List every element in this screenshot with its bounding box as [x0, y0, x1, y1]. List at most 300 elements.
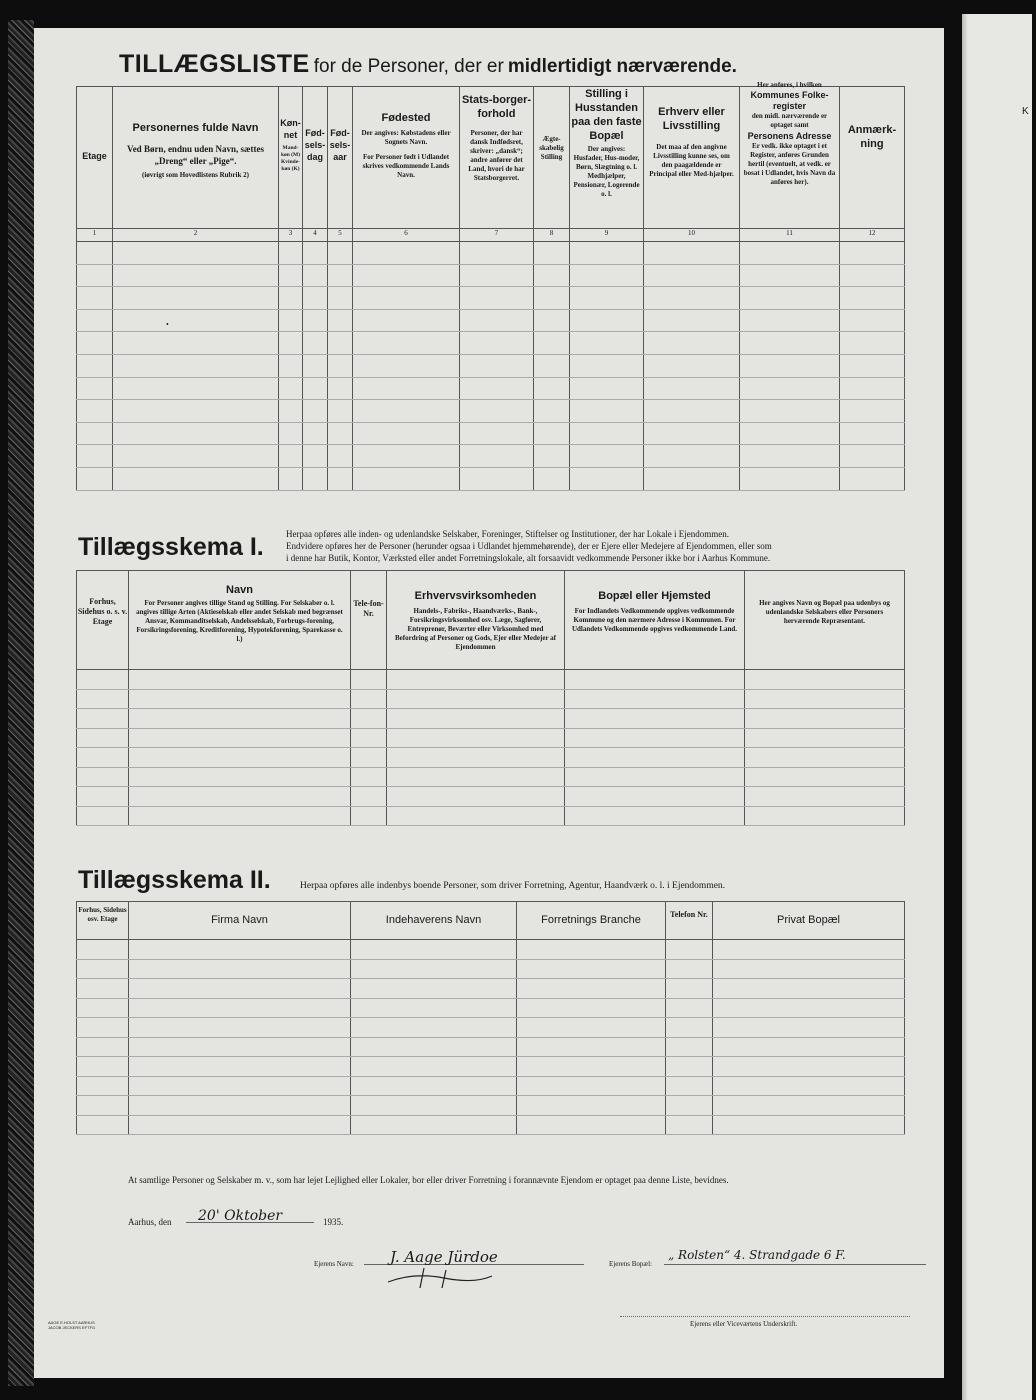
table-cell [351, 689, 387, 709]
table-cell [77, 689, 129, 709]
table-cell [840, 242, 905, 265]
table-cell [353, 400, 460, 423]
table-row [77, 767, 905, 787]
table-cell [460, 242, 534, 265]
table-row [77, 728, 905, 748]
table-cell [644, 287, 740, 310]
table-cell [460, 377, 534, 400]
table-cell [351, 1018, 517, 1038]
table-cell [534, 422, 570, 445]
table-cell [713, 979, 905, 999]
adjacent-page-mark: K [1022, 106, 1029, 117]
table-cell [113, 377, 279, 400]
table-cell [351, 1037, 517, 1057]
table-cell [279, 377, 303, 400]
table-cell [740, 354, 840, 377]
table-cell [570, 377, 644, 400]
table-cell [713, 1076, 905, 1096]
table-row [77, 264, 905, 287]
table-cell [113, 264, 279, 287]
table-cell [129, 1096, 351, 1116]
tillaegsliste-table [76, 81, 905, 491]
table-cell [129, 998, 351, 1018]
table-cell [279, 309, 303, 332]
table-cell [517, 940, 666, 960]
table-cell [840, 264, 905, 287]
table-cell [77, 1115, 129, 1135]
table-cell [303, 242, 328, 265]
table-cell [77, 400, 113, 423]
table-cell [279, 287, 303, 310]
table-cell [740, 445, 840, 468]
table-cell [113, 467, 279, 490]
table-cell [517, 1037, 666, 1057]
col-anmaerkning: Anmærk-ning [840, 87, 905, 229]
owner-signature: J. Aage Jürdoe [390, 1248, 498, 1266]
table-cell [303, 467, 328, 490]
table-cell [129, 959, 351, 979]
table-cell [745, 748, 905, 768]
table-cell [713, 998, 905, 1018]
col-foedested: Fødested Der angives: Købstadens eller Sognets Navn. For Personer født i Udlandet skrives vedkommende Lands Navn. [353, 87, 460, 229]
table-cell [387, 748, 565, 768]
table-cell [279, 354, 303, 377]
table-cell [328, 332, 353, 355]
table-cell [644, 242, 740, 265]
table-row [77, 332, 905, 355]
table-cell [279, 242, 303, 265]
table-cell [113, 445, 279, 468]
table-cell [328, 309, 353, 332]
table-cell [534, 354, 570, 377]
table-cell [303, 332, 328, 355]
col-navn: Personernes fulde Navn Ved Børn, endnu uden Navn, sættes „Dreng“ eller „Pige“. (iøvrigt som Hovedlistens Rubrik 2) [113, 87, 279, 229]
table-cell [387, 806, 565, 826]
table-cell [77, 354, 113, 377]
table-cell [303, 354, 328, 377]
table-cell [279, 422, 303, 445]
table-cell [387, 728, 565, 748]
table-row [77, 1115, 905, 1135]
table-cell [129, 689, 351, 709]
table-cell [740, 400, 840, 423]
table-row [77, 979, 905, 999]
col-etage: Etage [77, 87, 113, 229]
table-cell [113, 400, 279, 423]
table-row [77, 940, 905, 960]
table-cell [666, 1096, 713, 1116]
table-cell [570, 264, 644, 287]
footer-statement: At samtlige Personer og Selskaber m. v., som har lejet Lejlighed eller Lokaler, bor eller driver Forretning i forannævnte Ejendom er optaget paa denne Liste, bevidnes. [128, 1175, 729, 1185]
table-cell [713, 1115, 905, 1135]
skema1-description: Herpaa opføres alle inden- og udenlandske Selskaber, Foreninger, Stiftelser og Institutioner, der har Lokale i Ejendommen. Endvidere opføres her de Personer (herunder ogsaa i Udlandet hjemmehørende), der er Ejere eller Medejere af Ejendommen, eller som i denne har Butik, Kontor, Værksted eller andet Forretningslokale, alt forsaavidt vedkommende Personer ikke bor i Aarhus Kommune. [286, 529, 772, 563]
table-cell [740, 332, 840, 355]
table-cell [77, 422, 113, 445]
table-cell [460, 445, 534, 468]
table-cell [740, 287, 840, 310]
table-row [77, 959, 905, 979]
table-cell [740, 377, 840, 400]
header-row [77, 87, 905, 229]
table-cell [77, 309, 113, 332]
table-cell [279, 332, 303, 355]
table-cell [534, 264, 570, 287]
address-label: Ejerens Bopæl: [609, 1260, 652, 1268]
table-cell [129, 728, 351, 748]
table-cell [570, 400, 644, 423]
table-cell [644, 467, 740, 490]
table-cell [745, 806, 905, 826]
table-cell [351, 670, 387, 690]
table-row [77, 1076, 905, 1096]
table-cell [740, 467, 840, 490]
table-cell [351, 709, 387, 729]
table-cell [353, 467, 460, 490]
table-cell [460, 422, 534, 445]
table-cell [129, 1115, 351, 1135]
table-cell [77, 332, 113, 355]
table-cell [666, 1037, 713, 1057]
table-cell [353, 242, 460, 265]
signature-flourish [384, 1262, 494, 1290]
table-cell [534, 332, 570, 355]
col-statsborger: Stats-borger-forhold Personer, der har dansk Indfødsret, skriver: „dansk“; andre anfører det Land, hvori de har Statsborgerret. [460, 87, 534, 229]
table-cell [517, 1057, 666, 1077]
table-cell [303, 377, 328, 400]
table-cell [77, 767, 129, 787]
table-cell [644, 377, 740, 400]
table-cell [565, 767, 745, 787]
table-cell [351, 748, 387, 768]
table-cell [570, 445, 644, 468]
table-row [77, 1018, 905, 1038]
table-row [77, 445, 905, 468]
table-cell [517, 979, 666, 999]
table-cell [666, 959, 713, 979]
table-cell [77, 709, 129, 729]
table-cell [517, 1018, 666, 1038]
table-cell [77, 940, 129, 960]
table-cell [713, 1037, 905, 1057]
table-cell [279, 264, 303, 287]
table-cell [565, 748, 745, 768]
table-cell [351, 787, 387, 807]
table-cell [644, 332, 740, 355]
table-row [77, 309, 905, 332]
table-cell [351, 1115, 517, 1135]
table-cell [353, 422, 460, 445]
skema1-title: Tillægsskema I. [78, 533, 264, 561]
table-cell [570, 354, 644, 377]
table-cell [303, 400, 328, 423]
table-cell [745, 689, 905, 709]
table-cell [840, 332, 905, 355]
table-cell [517, 1076, 666, 1096]
table-cell [745, 709, 905, 729]
skema2-title: Tillægsskema II. [78, 866, 271, 894]
table-cell [644, 354, 740, 377]
table-cell [666, 979, 713, 999]
table-cell [534, 242, 570, 265]
table-cell [840, 377, 905, 400]
table-cell [666, 1076, 713, 1096]
table-cell [351, 767, 387, 787]
col-aegteskab: Ægte-skabelig Stilling [534, 87, 570, 229]
table-cell [351, 998, 517, 1018]
table-cell [565, 709, 745, 729]
table-cell [113, 332, 279, 355]
table-cell [644, 445, 740, 468]
table-cell [565, 787, 745, 807]
table-cell [351, 1076, 517, 1096]
table-cell [129, 1018, 351, 1038]
table-cell [387, 787, 565, 807]
col-foedselsdag: Fød-sels-dag [303, 87, 328, 229]
table-cell [840, 354, 905, 377]
table-cell [77, 242, 113, 265]
table-cell [353, 445, 460, 468]
skema1-header: Forhus, Sidehus o. s. v. Etage Navn For Personer angives tillige Stand og Stilling. For Selskaber o. l. angives tillige Arten (Aktieselskab eller andet Selskab med begrænset Ansvar, Kommanditselskab, Andelsselskab, Forbrugs-forening, Forsikringsforening, Kreditforening, Hypotekforening, Sparekasse o. l.) Tele-fon-Nr. Erhvervsvirksomheden Handels-, Fabriks-, Haandværks-, Bank-, Forsikringsvirksomhed osv. Læge, Sagfører, Entreprenør, Beværter eller Virksomhed med Befordring af Personer og Gods, Ejer eller Medejer af Ejendommen Bopæl eller Hjemsted For Indlandets Vedkommende opgives vedkommende Kommune og den nærmere Adresse i Kommunen. For Udlandets Vedkommende opgives vedkommende Land. Her angives Navn og Bopæl paa udenbys og udenlandske Selskabers eller Personers herværende Repræsentant. [77, 571, 905, 670]
table-cell [113, 287, 279, 310]
table-row [77, 422, 905, 445]
col-folkeregister: Her anføres, i hvilken Kommunes Folke-register den midl. nærværende er optaget samt Personens Adresse Er vedk. ikke optaget i et Register, anføres Grunden hertil (eventuelt, at vedk. er bosat i Udlandet, hvis Navn da anføres her). [740, 87, 840, 229]
table-cell [460, 467, 534, 490]
table-cell [303, 287, 328, 310]
table-cell [353, 309, 460, 332]
table-cell [565, 728, 745, 748]
table-cell [570, 309, 644, 332]
table-cell [666, 1057, 713, 1077]
table-cell [740, 422, 840, 445]
table-cell [77, 959, 129, 979]
table-cell [77, 445, 113, 468]
table-row [77, 287, 905, 310]
table-cell [77, 377, 113, 400]
table-cell [328, 445, 353, 468]
table-cell [77, 1037, 129, 1057]
date-year: 1935. [323, 1217, 344, 1227]
table-cell [129, 767, 351, 787]
table-cell [113, 309, 279, 332]
table-cell [129, 979, 351, 999]
table-cell [740, 242, 840, 265]
table-cell [534, 309, 570, 332]
table-cell [351, 728, 387, 748]
table-cell [840, 445, 905, 468]
table-cell [328, 264, 353, 287]
table-cell [460, 354, 534, 377]
handwritten-date: 20' Oktober [198, 1208, 283, 1224]
table-cell [666, 940, 713, 960]
table-cell [279, 445, 303, 468]
table-cell [303, 422, 328, 445]
table-cell [351, 959, 517, 979]
table-cell [77, 467, 113, 490]
col-erhverv: Erhverv eller Livsstilling Det maa af den angivne Livsstilling kunne ses, om den paagældende er Principal eller Med-hjælper. [644, 87, 740, 229]
table-cell [517, 1096, 666, 1116]
table-cell [565, 670, 745, 690]
table-cell [745, 787, 905, 807]
table-cell [77, 1096, 129, 1116]
table-cell [77, 264, 113, 287]
table-cell [745, 767, 905, 787]
table-cell [351, 806, 387, 826]
table-cell [517, 959, 666, 979]
table-cell [387, 709, 565, 729]
table-cell [129, 806, 351, 826]
adjacent-page [962, 14, 1032, 1400]
table-cell [387, 689, 565, 709]
table-cell [840, 422, 905, 445]
census-form-page [34, 28, 944, 1378]
table-cell [328, 400, 353, 423]
vice-label: Ejerens eller Viceværtens Underskrift. [690, 1320, 798, 1328]
row-mark: • [166, 320, 169, 329]
table-cell [351, 940, 517, 960]
table-cell [77, 1057, 129, 1077]
table-row [77, 1096, 905, 1116]
table-cell [570, 287, 644, 310]
table-cell [666, 1115, 713, 1135]
table-cell [517, 1115, 666, 1135]
table-cell [387, 670, 565, 690]
table-cell [666, 1018, 713, 1038]
table-cell [129, 940, 351, 960]
table-cell [279, 400, 303, 423]
book-binding [8, 20, 34, 1386]
table-cell [113, 422, 279, 445]
table-cell [328, 422, 353, 445]
number-row: 1 2 3 4 5 6 7 8 9 10 11 12 [77, 229, 905, 242]
table-cell [77, 806, 129, 826]
table-cell [353, 287, 460, 310]
table-cell [77, 748, 129, 768]
table-row [77, 242, 905, 265]
table-cell [303, 309, 328, 332]
table-cell [713, 940, 905, 960]
table-cell [666, 998, 713, 1018]
table-cell [77, 1076, 129, 1096]
table-cell [129, 670, 351, 690]
table-cell [77, 728, 129, 748]
table-row [77, 748, 905, 768]
table-cell [745, 670, 905, 690]
table-row [77, 689, 905, 709]
table-cell [570, 422, 644, 445]
owner-label: Ejerens Navn: [314, 1260, 354, 1268]
table-cell [387, 767, 565, 787]
table-cell [460, 309, 534, 332]
table-cell [534, 287, 570, 310]
table-cell [740, 309, 840, 332]
table-cell [129, 748, 351, 768]
table-cell [840, 400, 905, 423]
table-cell [713, 1057, 905, 1077]
table-cell [460, 264, 534, 287]
table-cell [351, 1096, 517, 1116]
table-cell [351, 1057, 517, 1077]
table-cell [328, 287, 353, 310]
date-city: Aarhus, den [128, 1217, 172, 1227]
table-cell [644, 264, 740, 287]
skema2-description: Herpaa opføres alle indenbys boende Personer, som driver Forretning, Agentur, Haandværk o. l. i Ejendommen. [300, 881, 726, 891]
table-cell [279, 467, 303, 490]
table-cell [740, 264, 840, 287]
table-row [77, 354, 905, 377]
table-cell [77, 979, 129, 999]
table-cell [460, 287, 534, 310]
table-cell [565, 806, 745, 826]
table-cell [570, 242, 644, 265]
table-row [77, 400, 905, 423]
table-cell [129, 709, 351, 729]
table-cell [303, 264, 328, 287]
table-cell [840, 309, 905, 332]
table-cell [328, 377, 353, 400]
table-cell [745, 728, 905, 748]
table-row [77, 998, 905, 1018]
table-cell [534, 467, 570, 490]
table-cell [840, 467, 905, 490]
table-cell [129, 1037, 351, 1057]
table-cell [129, 1076, 351, 1096]
col-stilling: Stilling i Husstanden paa den faste Bopæl Der angives: Husfader, Hus-moder, Børn, Slægtning o. l. Medhjælper, Pensionær, Logerende o. l. [570, 87, 644, 229]
table-cell [129, 1057, 351, 1077]
table-cell [77, 670, 129, 690]
handwritten-address: „ Rolsten“ 4. Strandgade 6 F. [668, 1248, 846, 1262]
table-row [77, 377, 905, 400]
table-cell [534, 377, 570, 400]
table-cell [113, 354, 279, 377]
table-row [77, 787, 905, 807]
table-row [77, 806, 905, 826]
table-cell [460, 400, 534, 423]
table-cell [328, 354, 353, 377]
table-cell [570, 467, 644, 490]
table-cell [713, 1096, 905, 1116]
table-cell [840, 287, 905, 310]
table-row [77, 1057, 905, 1077]
table-cell [534, 445, 570, 468]
table-cell [460, 332, 534, 355]
table-cell [77, 787, 129, 807]
table-row [77, 670, 905, 690]
col-foedselsaar: Fød-sels-aar [328, 87, 353, 229]
skema1-table [76, 570, 905, 826]
table-cell [328, 467, 353, 490]
table-row [77, 467, 905, 490]
printer-mark: AAGE E.HOLST AARHUS JACOB JECKERS EFTFG [48, 1320, 96, 1330]
table-cell [77, 287, 113, 310]
col-koen: Køn-net Mand-køn (M) Kvinde-køn (K) [279, 87, 303, 229]
table-cell [351, 979, 517, 999]
table-cell [534, 400, 570, 423]
table-cell [328, 242, 353, 265]
table-cell [129, 787, 351, 807]
page-title: TILLÆGSLISTE for de Personer, der er midlertidigt nærværende. [119, 50, 737, 78]
table-cell [77, 998, 129, 1018]
table-cell [644, 400, 740, 423]
table-cell [353, 332, 460, 355]
table-row [77, 1037, 905, 1057]
table-cell [713, 1018, 905, 1038]
table-cell [353, 354, 460, 377]
table-cell [713, 959, 905, 979]
table-cell [644, 422, 740, 445]
table-cell [570, 332, 644, 355]
table-cell [353, 377, 460, 400]
table-cell [353, 264, 460, 287]
